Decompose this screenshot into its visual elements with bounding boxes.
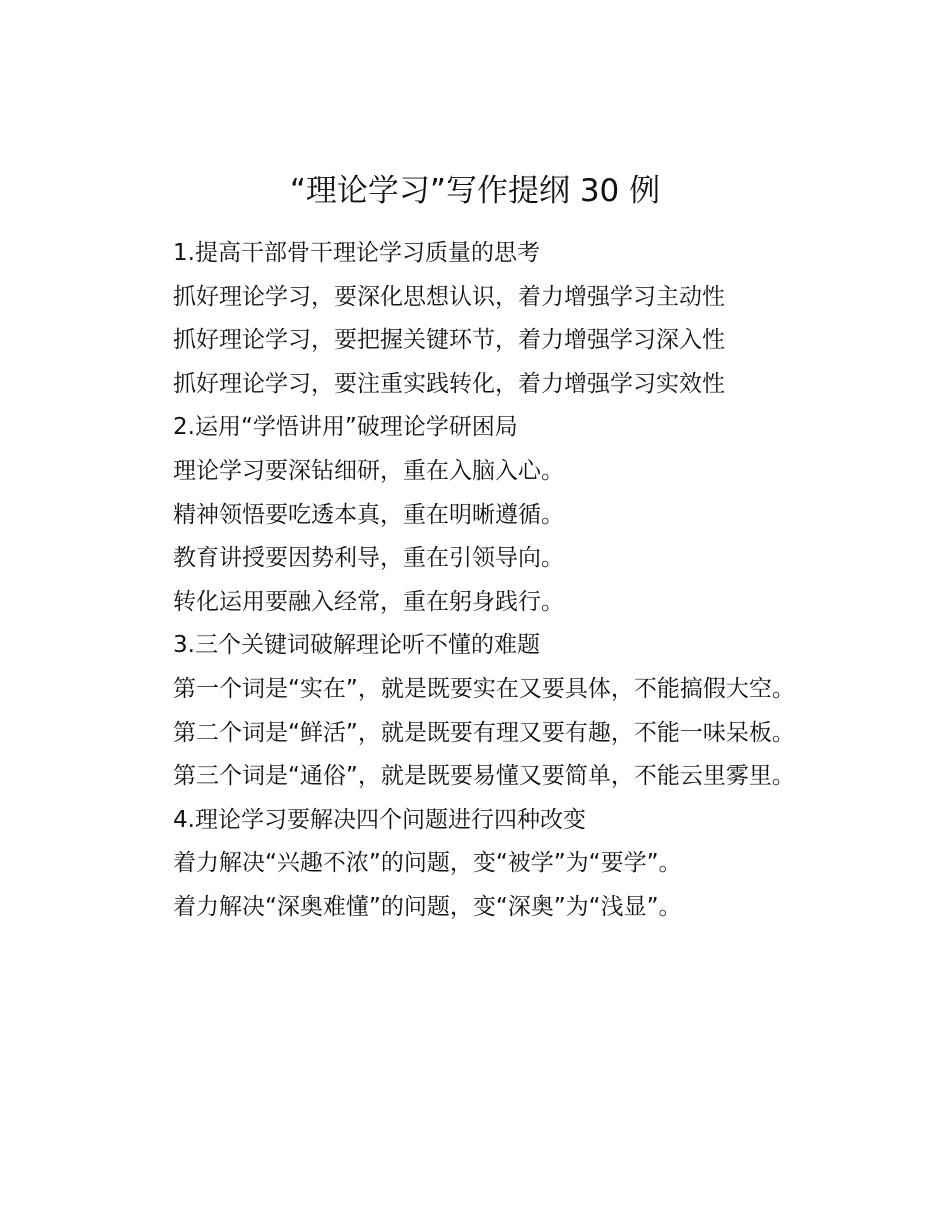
paragraph: 第三个词是“通俗”，就是既要易懂又要简单，不能云里雾里。: [173, 763, 795, 790]
document-title: “理论学习”写作提纲 30 例: [289, 173, 661, 209]
paragraph: 第二个词是“鲜活”，就是既要有理又要有趣，不能一味呆板。: [173, 719, 795, 746]
paragraph: 抓好理论学习，要把握关键环节，着力增强学习深入性: [173, 327, 725, 354]
paragraph: 着力解决“深奥难懂”的问题，变“深奥”为“浅显”。: [173, 893, 682, 920]
paragraph: 教育讲授要因势利导，重在引领导向。: [173, 545, 564, 572]
paragraph: 理论学习要深钻细研，重在入脑入心。: [173, 457, 564, 484]
paragraph: 精神领悟要吃透本真，重在明晰遵循。: [173, 501, 564, 528]
section-heading-1: 1.提高干部骨干理论学习质量的思考: [173, 240, 540, 266]
section-heading-2: 2.运用“学悟讲用”破理论学研困局: [173, 414, 518, 441]
paragraph: 抓好理论学习，要深化思想认识，着力增强学习主动性: [173, 283, 725, 310]
paragraph: 着力解决“兴趣不浓”的问题，变“被学”为“要学”。: [173, 850, 682, 877]
document-body: [124, 232, 800, 930]
paragraph: 抓好理论学习，要注重实践转化，着力增强学习实效性: [173, 370, 725, 397]
section-heading-4: 4.理论学习要解决四个问题进行四种改变: [173, 806, 586, 833]
paragraph: 转化运用要融入经常，重在躬身践行。: [173, 588, 564, 615]
paragraph: 第一个词是“实在”，就是既要实在又要具体，不能搞假大空。: [173, 675, 795, 702]
section-heading-3: 3.三个关键词破解理论听不懂的难题: [173, 632, 540, 659]
